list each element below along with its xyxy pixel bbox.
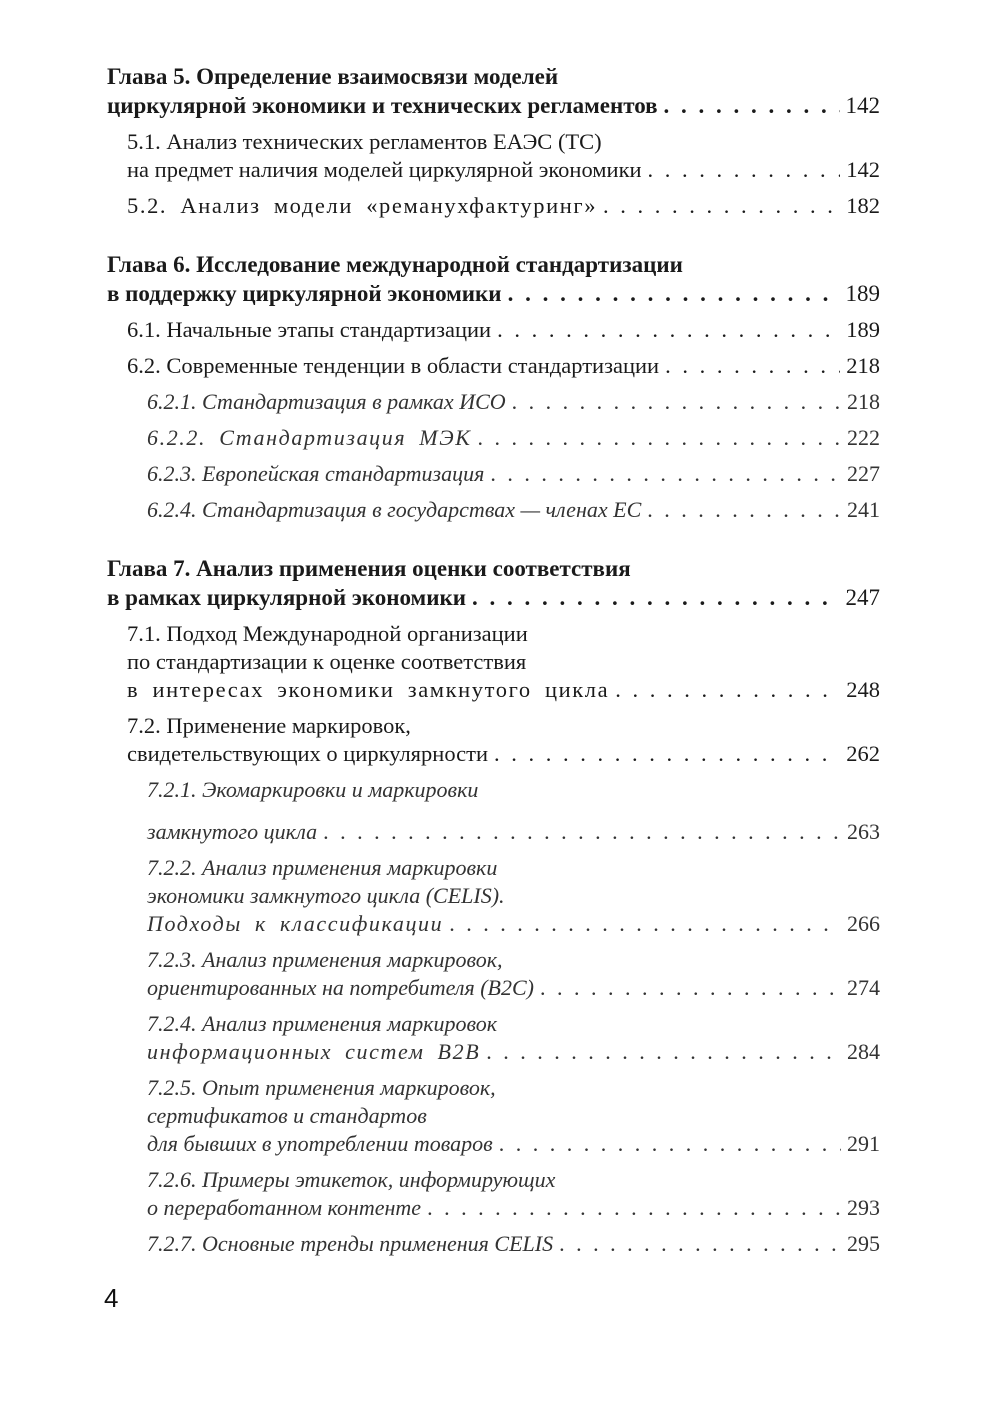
entry-text: замкнутого цикла (147, 819, 318, 844)
chapter-6 (107, 250, 880, 524)
dot-leader (665, 352, 840, 380)
toc-entry (127, 316, 880, 344)
toc-subentry (147, 776, 880, 846)
page-ref: 291 (847, 1131, 880, 1156)
dot-leader (508, 279, 840, 308)
dot-leader (648, 156, 841, 184)
toc-subentry (147, 946, 880, 1002)
dot-leader (559, 1230, 841, 1258)
entry-text: 6.2. Современные тенденции в области стандартизации (127, 353, 660, 378)
entry-text: ориентированных на потребителя (B2C) (147, 975, 534, 1000)
entry-text: 6.1. Начальные этапы стандартизации (127, 317, 492, 342)
chapter-title: циркулярной экономики и технических регламентов (107, 93, 658, 118)
toc-subentry (147, 460, 880, 488)
entry-text: на предмет наличия моделей циркулярной экономики (127, 157, 642, 182)
entry-text: 6.2.2. Стандартизация МЭК (147, 425, 472, 450)
entry-text: 7.2.2. Анализ применения маркировки (147, 855, 498, 880)
dot-leader (494, 740, 840, 768)
page-ref: 142 (845, 93, 880, 118)
page-ref: 284 (847, 1039, 880, 1064)
page-ref: 293 (847, 1195, 880, 1220)
chapter-title: в рамках циркулярной экономики (107, 585, 466, 610)
toc-entry (127, 620, 880, 704)
toc-subentry (147, 424, 880, 452)
page-ref: 241 (847, 497, 880, 522)
toc-subentry (147, 388, 880, 416)
toc-subentry (147, 496, 880, 524)
toc-subentry (147, 1166, 880, 1222)
toc-subentry (147, 1010, 880, 1066)
toc-entry (127, 192, 880, 220)
page-ref: 189 (846, 317, 880, 342)
page-ref: 218 (846, 353, 880, 378)
page-ref: 274 (847, 975, 880, 1000)
entry-text: 7.1. Подход Международной организации (127, 621, 528, 646)
toc-subentry (147, 854, 880, 938)
page-ref: 142 (846, 157, 880, 182)
entry-text: 7.2. Применение маркировок, (127, 713, 411, 738)
page-number: 4 (104, 1283, 119, 1313)
dot-leader (472, 583, 840, 612)
dot-leader (615, 676, 840, 704)
toc-entry (127, 352, 880, 380)
page-ref: 247 (845, 585, 880, 610)
entry-text: информационных систем B2B (147, 1039, 481, 1064)
dot-leader (647, 496, 841, 524)
dot-leader (323, 818, 841, 846)
chapter-title-line (107, 583, 880, 612)
toc-entry (127, 128, 880, 184)
dot-leader (449, 910, 841, 938)
entry-text: 5.2. Анализ модели «реманухфактуринг» (127, 193, 598, 218)
dot-leader (512, 388, 841, 416)
chapter-title: Глава 6. Исследование международной стандартизации (107, 252, 683, 277)
entry-text: в интересах экономики замкнутого цикла (127, 677, 610, 702)
toc-subentry (147, 1230, 880, 1258)
chapter-7 (107, 554, 880, 1258)
chapter-title: Глава 7. Анализ применения оценки соответствия (107, 556, 631, 581)
dot-leader (603, 192, 840, 220)
chapter-title-line (107, 279, 880, 308)
dot-leader (486, 1038, 841, 1066)
entry-text: 7.2.1. Экомаркировки и маркировки (147, 777, 479, 802)
page-ref: 218 (847, 389, 880, 414)
dot-leader (427, 1194, 841, 1222)
entry-text: 6.2.3. Европейская стандартизация (147, 461, 485, 486)
page-ref: 222 (847, 425, 880, 450)
chapter-5 (107, 62, 880, 220)
entry-text: экономики замкнутого цикла (CELIS). (147, 883, 505, 908)
entry-text: Подходы к классификации (147, 911, 444, 936)
dot-leader (664, 91, 840, 120)
entry-text: 7.2.7. Основные тренды применения CELIS (147, 1231, 554, 1256)
entry-text: 7.2.5. Опыт применения маркировок, (147, 1075, 496, 1100)
dot-leader (477, 424, 841, 452)
toc-subentry (147, 1074, 880, 1158)
entry-text: сертификатов и стандартов (147, 1103, 427, 1128)
entry-text: 5.1. Анализ технических регламентов ЕАЭС (ТС) (127, 129, 602, 154)
entry-text: свидетельствующих о циркулярности (127, 741, 488, 766)
dot-leader (499, 1130, 841, 1158)
entry-text: 6.2.1. Стандартизация в рамках ИСО (147, 389, 506, 414)
page-ref: 262 (846, 741, 880, 766)
chapter-title: Глава 5. Определение взаимосвязи моделей (107, 64, 559, 89)
page-ref: 227 (847, 461, 880, 486)
entry-text: по стандартизации к оценке соответствия (127, 649, 527, 674)
entry-text: 7.2.6. Примеры этикеток, информирующих (147, 1167, 556, 1192)
page-ref: 182 (846, 193, 880, 218)
page-ref: 295 (847, 1231, 880, 1256)
dot-leader (497, 316, 840, 344)
entry-text: 6.2.4. Стандартизация в государствах — членах ЕС (147, 497, 642, 522)
page-ref: 248 (846, 677, 880, 702)
dot-leader (490, 460, 841, 488)
dot-leader (540, 974, 841, 1002)
table-of-contents (107, 62, 880, 1288)
page-ref: 266 (847, 911, 880, 936)
entry-text: для бывших в употреблении товаров (147, 1131, 493, 1156)
page-ref: 189 (845, 281, 880, 306)
chapter-title: в поддержку циркулярной экономики (107, 281, 502, 306)
entry-text: 7.2.4. Анализ применения маркировок (147, 1011, 498, 1036)
chapter-title-line (107, 91, 880, 120)
entry-text: о переработанном контенте (147, 1195, 422, 1220)
entry-text: 7.2.3. Анализ применения маркировок, (147, 947, 503, 972)
page-ref: 263 (847, 819, 880, 844)
toc-entry (127, 712, 880, 768)
